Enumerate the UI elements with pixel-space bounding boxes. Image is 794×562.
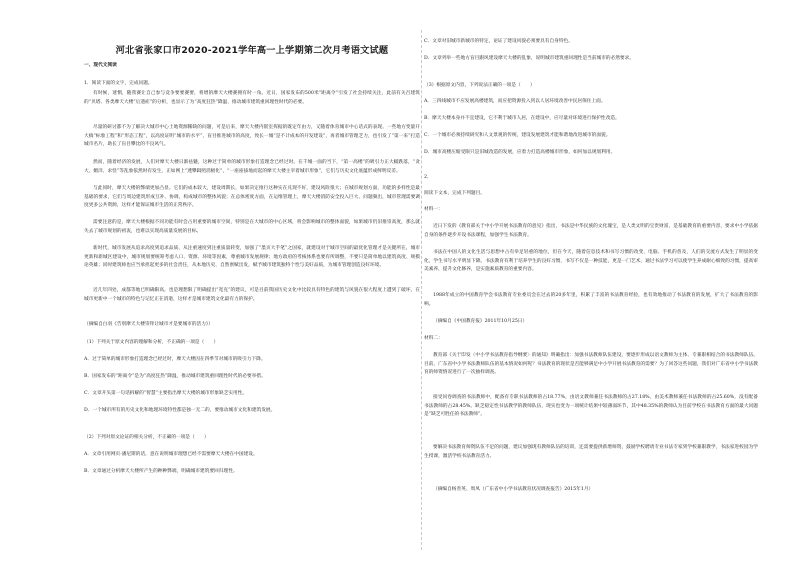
question-2-option-a[interactable]: A．文章引用网页·潘尼斯的话，意在说明城市理想已经不需要摩天大楼在中国建设。 [84, 452, 258, 457]
material-2-label: 材料二： [424, 336, 443, 341]
passage-paragraph: 需要注意的是，摩天大楼根据不同功能有时会占用重要的城市空间，特别是在大城市的中心区域，将会影响城市的整体面貌，如果城市仍旧推崇高度，那么就失去了城市规划的初衷，也难以实现高质量发展的目标。 [84, 220, 420, 234]
left-column [84, 0, 420, 562]
section-heading: 一、现代文阅读 [84, 63, 117, 68]
passage-paragraph: 新时代，城市发展从追求高度到追求品质、从注重速度到注重质量转变，加强了“墨页大手笔”之国家，就建设对于城市空间的最优化管理才是关键所在，城市更新和新城区建设中，城市规划要统筹考虑人口、资源、环境等因素，尊重城市发展规律；地方政府的考核体系也要有所调整，不要只是简单地以建筑高度、规模论英雄；同时建筑师也应当承担起更多的社会责任，从本地历史、自然禀赋出发，赋予城市建筑独特个性与美好品质，为城市管理创造良好环境。 [84, 246, 420, 269]
question-1-option-d[interactable]: D．一个城市所有的历史文化和地理环境特性都是独一无二的，要推动城市文化和建筑发展。 [84, 408, 276, 413]
material-2-paragraph: 要解决书法教育师资队伍不足的问题，建议加强现有教师队伍的培训，还需要提供新增师资，鼓励学校聘请专业书法专家到学校兼职教学，书法家进校园为学生授课，激活学校书法教育活力。 [424, 445, 758, 459]
question-2-stem: （2）下列对原文论证的相关分析，不正确的一项是（ ） [84, 435, 209, 440]
question-2-option-b[interactable]: B．文章通过分析摩天大楼所产生的种种弊端，明确城市建筑要回归理性。 [84, 469, 238, 474]
material-1-source: （摘编自《中国教育报》2011年10月25日） [433, 319, 528, 324]
question-2-option-d[interactable]: D．文章列举一些地方盲目跟风建设摩天大楼的乱象，说明城市建筑重回理性是当前城市的必然要求。 [424, 56, 635, 61]
question-1-option-b[interactable]: B．国家发布的“距离令”是为“高度狂热”降温，推动城市建筑重回理性时代的必要举措。 [84, 374, 266, 379]
question-1-option-a[interactable]: A．过于简单的城市形象打造理念已经过时，摩天大楼因在四季节对城市的吸引力下降。 [84, 357, 266, 362]
material-1-paragraph: 1988年成立的中国教育学会书法教育专业委员会在过去的20多年里，积累了丰富的书法教育经验，也有效地推动了书法教育的发展，扩大了书法教育的影响。 [424, 293, 758, 307]
question-2-option-c[interactable]: C．文章对旧城市新城市的特定，论证了建设风貌必须要具有自身特色。 [424, 39, 573, 44]
material-1-text: 近日下发的《教育部关于中小学开展书法教育的意见》指出，书法是中华民族的文化瑰宝，是人类文明的宝贵财富，是基础教育的重要内容，要求中小学依据自身的条件逐步开设书法课程，加强学生书法教育。 [424, 224, 758, 238]
task2-number: 2． [424, 175, 432, 180]
question-1-stem: （1）下列关于原文内容的理解和分析，不正确的一项是（ ） [84, 340, 219, 345]
right-column [424, 0, 758, 562]
question-3-option-b[interactable]: B．摩天大楼本身并不宜建设，它不利于城市人居，在建设中，应尽量对环境进行保护性改造。 [424, 116, 620, 121]
passage-paragraph: 有时候，迷惘，随我赛让自己参与竞争要要赛要，将增的摩天大楼赛拥有时一角。近日，国家发布的500米“距离令”引发了社会持续关注，此前有关召建筑的“贝塔、各类摩天大楼”后遗症”的分析，也显示了为“高度狂热”降温、推动城市建筑重回理性时代的必要。 [84, 91, 420, 105]
question-3-option-a[interactable]: A．三四线城市不应发展高楼建筑，而应把资源投入到以人居环境改善中民居保住上面。 [424, 99, 606, 104]
passage-paragraph: 与此同时，摩天大楼的弊端更加凸显。它们的成本较大，建设周期长，如果决定推行这种实在兑现不好，建设风险很大；在城市规划方面，功能的多样性是最基础的要求，它们与周边建筑形成互补、协调，构成城市的整体风貌；在总体密度方面，在运维管理上，摩天大楼消防安全投入巨大、问题频出，城市管理需要调度更多公共资源，这样才能保证城市生活的正常秩序。 [84, 186, 420, 209]
task2-title: 阅读下文本，完成下列题目。 [424, 191, 485, 196]
question-3-option-c[interactable]: C．一个城市必须持续研究和人文景观的传统，建设发展建筑才能和谐地改进城市的面貌。 [424, 133, 611, 138]
passage-paragraph: 尽量的研讨都不为了解决大城市中心土地资源稀缺的问题，可是后来，摩天大楼内嵌室挥据的既定年由力，又随着体育城市中心话式的表现。一些地方变量开大搞“标象工程”和“形态工程”，以高度证明“城市的水平”，盲目推进城市的高度，致长一城“是不计成本的开发建设”，再者城市管理乏力，也引发了“第一来”打造城市名片，助长了盲目攀比的不良风气。 [84, 125, 420, 148]
task1-title: 1．阅读下面的文字，完成问题。 [84, 81, 153, 86]
material-2-paragraph: 接受问卷调查的书法教师中，配备有专职书法教师的占18.77%，由语文教师兼任书法教师的占27.18%，由美术教师兼任书法教师的占25.60%，没有配备书法教师的占28.45%。缺乏稳定性书法教学的教师队伍，现实也变为一项统计结果中较薄弱环节，其中48.35%的教师认为目前学校在书法教育方面的最大问题是“缺乏可胜任的书法教师”。 [424, 395, 758, 418]
question-3-option-d[interactable]: D．城市高楼压缩受限只是旧城改造的发展，应着力打造高楼城市形象，如何加以规划利用。 [424, 150, 616, 155]
page-title: 河北省张家口市2020-2021学年高一上学期第二次月考语文试题 [115, 45, 389, 56]
question-3-stem: （3）根据原文内容，下列说法正确的一项是（ ） [424, 83, 535, 88]
material-1-label: 材料一： [424, 207, 443, 212]
material-1-paragraph: 书法在中国人的文化生活与思想中占有举足轻重的地位，但在今天，随着信息技术和书写习惯的改变，电脑、手机的普及，人们的交流方式发生了明显的变化，学生书写水平明显下降。书法教育有利于培养学生的良好习惯，书写不仅是一种技能，更是一门艺术，通过书法学习可以使学生养成耐心细致的习惯，提高审美素养，提升文化修养，是实施素质教育的重要内容。 [424, 250, 758, 273]
material-2-source: （摘编自杨善英、周凤（广东省中小学书法教育状况调查报告）2015年1月） [433, 487, 594, 492]
material-2-text: 教育部《关于印发〈中小学书法教育指导纲要〉的通知》明确指出：加强书法教师队伍建设，要逐步形成以语文教师为主体、专兼职相结合的书法教师队伍。目前，广东省中小学书法教师队伍的基本情况如何呢？书法教育的现状是否能够满足中小学开展书法教育的需要？为了回答这些问题，我们对广东省中小学书法教育的师资情况进行了一次抽样调查。 [424, 353, 758, 376]
passage-paragraph: 近几年四处，成都等地已明确限高，也是理想限了明确提出“宽克”的建议，可是目前我国历史文化中比较具有特色的建筑与风貌在很大程度上遭到了破坏，在城市更新中一个城市的特色与记忆正在消逝，这样才是城市建筑文化最有力的保护。 [84, 288, 420, 302]
passage-source: （摘编自白羽《告别摩天大楼崇拜让城市才是要城市的活力》） [84, 322, 213, 327]
question-1-option-c[interactable]: C．文章开头第一句话拆解的“智慧”主要指出摩天大楼的城市形象缺乏实用性。 [84, 391, 248, 396]
column-divider [421, 30, 422, 550]
passage-paragraph: 然而，随着经济的发展，人们对摩天大楼日渐祛魅，这种过于简单的城市形象打造理念已经过时。在千城一面的当下，“第一高楼”的吸引力正大幅跌落，“贪大、媚洋、求怪”等乱象依然时有发生，正如网上“透攀辑照消极化”，“一座座拔地而起的摩天大楼主宰着城市形象”，它们与历史文化底蕴形成鲜明反差。 [84, 160, 420, 174]
